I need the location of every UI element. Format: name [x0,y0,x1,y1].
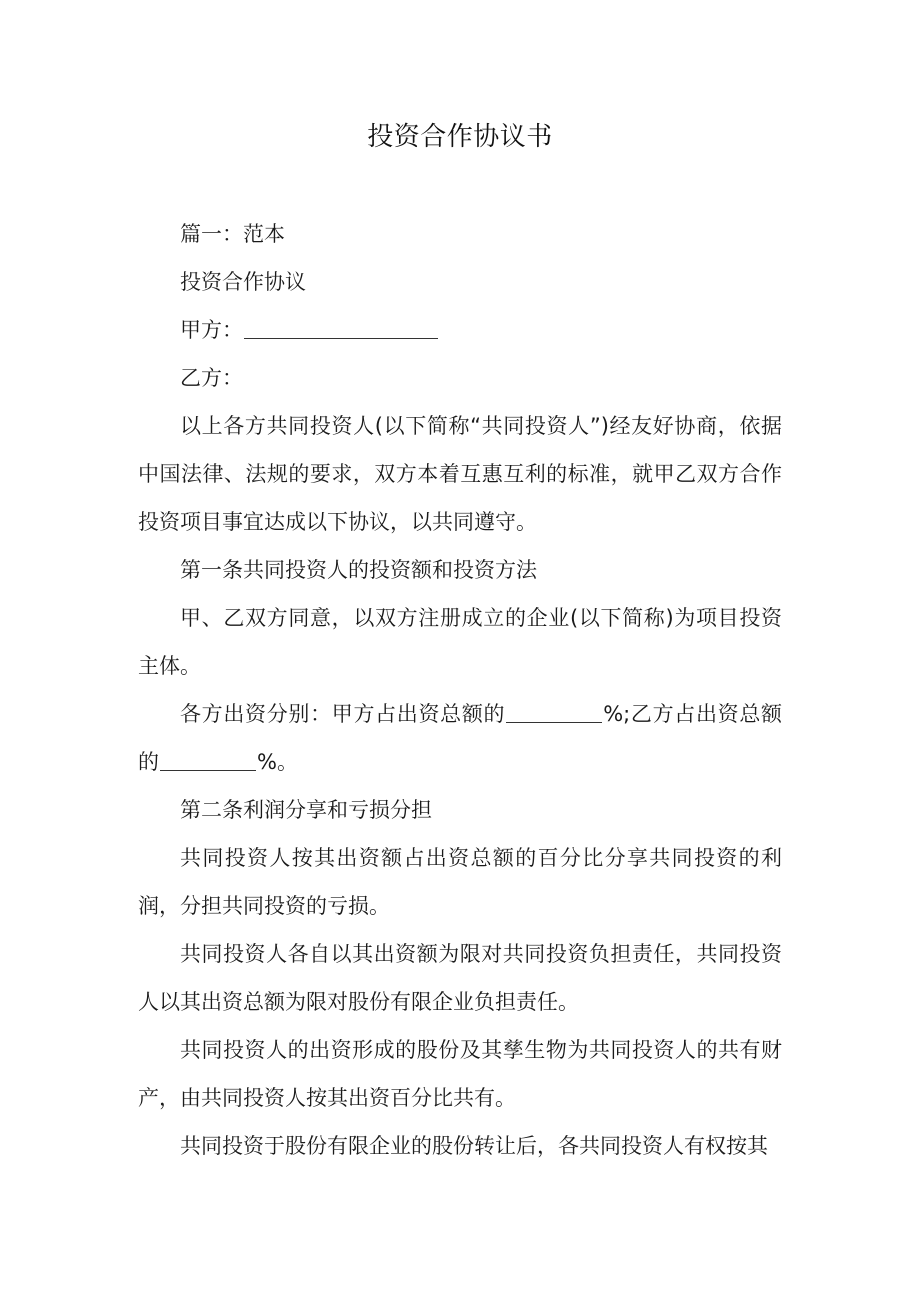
party-b-percent-blank [160,750,256,771]
article-2-heading: 第二条利润分享和亏损分担 [180,798,432,822]
party-a-percent-blank [506,702,602,723]
party-b-line: 乙方： [180,366,243,390]
section-label: 篇一：范本 [180,222,285,246]
document-body [138,210,782,1170]
intro-paragraph: 以上各方共同投资人(以下简称“共同投资人”)经友好协商，依据中国法律、法规的要求，双方本着互惠互利的标准，就甲乙双方合作投资项目事宜达成以下协议，以共同遵守。 [138,414,782,534]
document-title: 投资合作协议书 [367,122,553,152]
agreement-name: 投资合作协议 [180,270,306,294]
article-2-paragraph-4: 共同投资于股份有限企业的股份转让后，各共同投资人有权按其 [180,1134,768,1158]
article-2-paragraph-1: 共同投资人按其出资额占出资总额的百分比分享共同投资的利润，分担共同投资的亏损。 [138,846,782,918]
party-a-line [138,306,782,354]
contribution-prefix: 各方出资分别：甲方占出资总额的 [180,702,506,726]
contribution-suffix: %。 [257,750,298,774]
party-a-label: 甲方： [180,318,243,342]
article-1-paragraph: 甲、乙双方同意，以双方注册成立的企业(以下简称)为项目投资主体。 [138,606,782,678]
article-2-paragraph-2: 共同投资人各自以其出资额为限对共同投资负担责任，共同投资人以其出资总额为限对股份有限企业负担责任。 [138,942,782,1014]
article-1-heading: 第一条共同投资人的投资额和投资方法 [180,558,537,582]
article-2-paragraph-3: 共同投资人的出资形成的股份及其孳生物为共同投资人的共有财产，由共同投资人按其出资百分比共有。 [138,1038,782,1110]
party-a-blank [244,318,438,339]
contribution-paragraph [138,690,782,786]
contribution-mid: %;乙方占出资总额的 [138,702,783,774]
